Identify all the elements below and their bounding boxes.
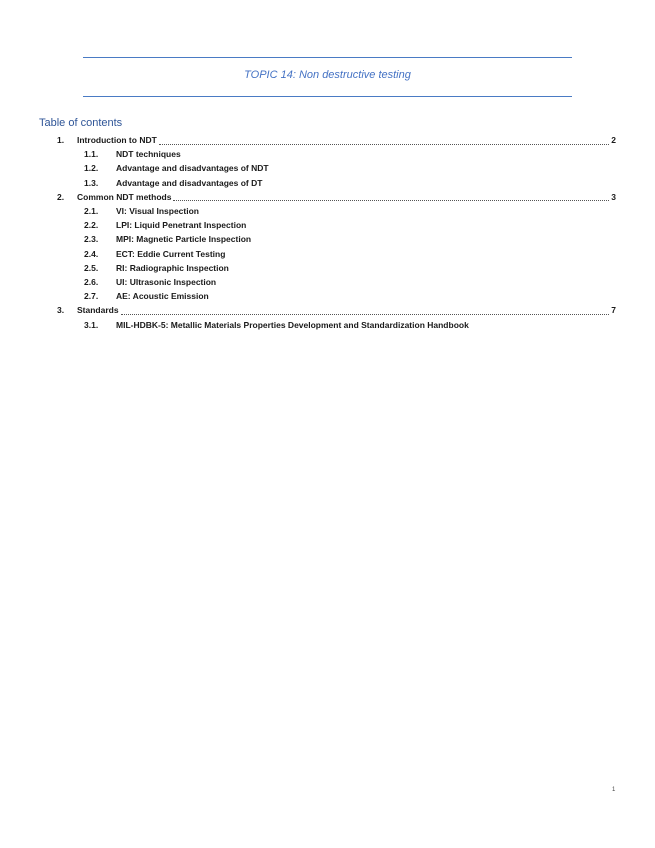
toc-entry[interactable] (84, 262, 616, 274)
toc-entry-title[interactable]: RI: Radiographic Inspection (116, 262, 229, 273)
header-rule-bottom (83, 96, 572, 97)
toc-entry-number: 3.1. (84, 319, 99, 330)
toc-entry-number: 2.3. (84, 234, 99, 245)
toc-entry[interactable] (84, 248, 616, 260)
toc-entry[interactable] (57, 304, 616, 316)
toc-entry[interactable] (84, 205, 616, 217)
page-number: 1 (612, 787, 616, 793)
toc-entry-title[interactable]: VI: Visual Inspection (116, 206, 199, 216)
toc-entry[interactable] (84, 233, 616, 245)
toc-entry-page: 3 (611, 191, 616, 202)
toc-entry-page: 2 (611, 135, 616, 145)
toc-entry-title[interactable]: LPI: Liquid Penetrant Inspection (116, 220, 247, 231)
toc-entry-title[interactable]: NDT techniques (116, 149, 181, 160)
toc-entry[interactable] (84, 319, 616, 331)
toc-entry-title[interactable]: MIL-HDBK-5: Metallic Materials Properties Development and Standardization Handbook (116, 319, 469, 330)
toc-entry-number: 3. (57, 305, 65, 316)
toc-entry-title[interactable]: Common NDT methods (77, 191, 172, 202)
header-rule-top (83, 57, 572, 58)
toc-entry[interactable] (84, 177, 616, 189)
toc-entry-title[interactable]: Advantage and disadvantages of NDT (116, 163, 269, 174)
toc-entry-title[interactable]: UI: Ultrasonic Inspection (116, 277, 217, 287)
toc-entry[interactable] (84, 219, 616, 231)
toc-entry-number: 2. (57, 191, 65, 202)
toc-entry[interactable] (84, 162, 616, 174)
toc-dot-leader (173, 192, 609, 201)
toc-entry-title[interactable]: Standards (77, 305, 119, 316)
toc-entry-number: 1.2. (84, 163, 99, 174)
toc-entry-number: 2.4. (84, 248, 99, 259)
toc-entry[interactable] (57, 191, 616, 203)
toc-entry-number: 1.1. (84, 149, 99, 160)
topic-title: TOPIC 14: Non destructive testing (244, 69, 411, 81)
toc-entry-number: 1.3. (84, 177, 99, 188)
toc-entry-title[interactable]: Introduction to NDT (77, 135, 157, 145)
toc-entry-number: 1. (57, 135, 65, 145)
toc-dot-leader (159, 136, 609, 145)
toc-entry[interactable] (57, 134, 616, 146)
toc-entry-number: 2.1. (84, 206, 99, 216)
toc-entry-title[interactable]: MPI: Magnetic Particle Inspection (116, 234, 252, 245)
toc-entry-title[interactable]: AE: Acoustic Emission (116, 291, 209, 302)
toc-heading: Table of contents (39, 117, 123, 129)
toc-entry-number: 2.6. (84, 277, 99, 287)
toc-entry[interactable] (84, 276, 616, 288)
toc-entry-number: 2.2. (84, 220, 99, 231)
toc-entry-number: 2.7. (84, 291, 99, 302)
toc-dot-leader (121, 306, 610, 315)
toc-entry[interactable] (84, 148, 616, 160)
toc-entry[interactable] (84, 290, 616, 302)
toc-entry-title[interactable]: Advantage and disadvantages of DT (116, 177, 263, 188)
toc-entry-number: 2.5. (84, 262, 99, 273)
toc-entry-page: 7 (611, 305, 616, 316)
toc-entry-title[interactable]: ECT: Eddie Current Testing (116, 248, 226, 259)
